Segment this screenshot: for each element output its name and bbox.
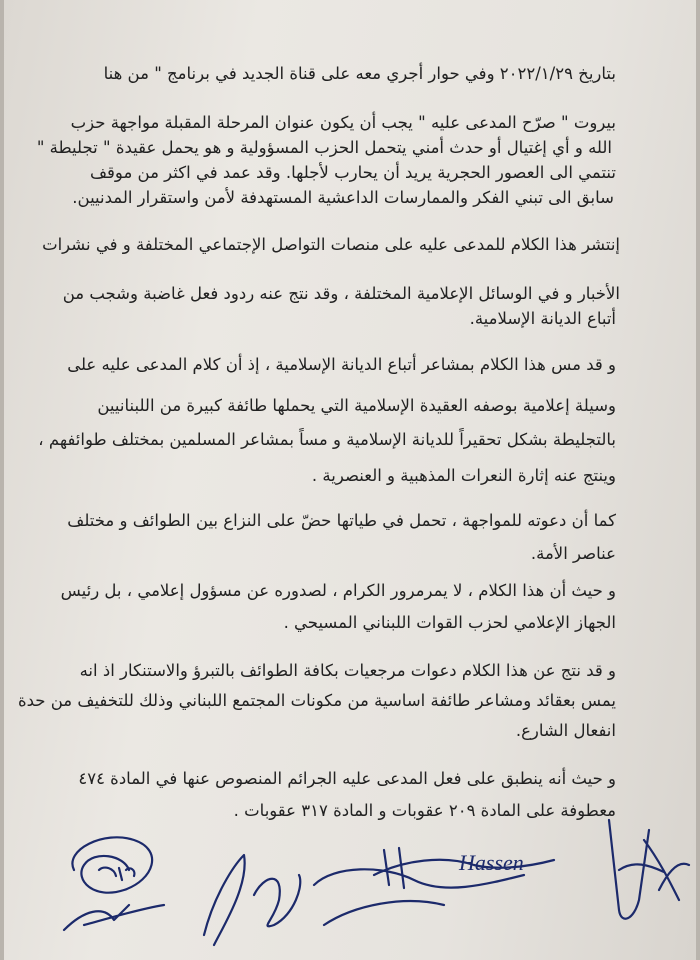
text-line: بيروت " صرّح المدعى عليه " يجب أن يكون عنوان المرحلة المقبلة مواجهة حزب [70,113,616,132]
text-line: انفعال الشارع. [515,721,616,740]
signature-text: Hassen [459,850,524,875]
signature-hassen [364,830,564,900]
text-line: و قد مس هذا الكلام بمشاعر أتباع الديانة الإسلامية ، إذ أن كلام المدعى عليه على [67,355,616,374]
signature-mark-left [44,810,194,950]
text-line: يمس بعقائد ومشاعر طائفة اساسية من مكونات المجتمع اللبناني وذلك للتخفيف من حدة [17,691,616,710]
text-line: عناصر الأمة. [530,544,616,563]
text-line: كما أن دعوته للمواجهة ، تحمل في طياتها حضّ على النزاع بين الطوائف و مختلف [67,511,616,530]
text-line: و حيث أن هذا الكلام ، لا يمرمرور الكرام ، لصدوره عن مسؤول إعلامي ، بل رئيس [60,581,616,600]
text-line: تنتمي الى العصور الحجرية يريد أن يحارب لأجلها. وقد عمد في اكثر من موقف [89,163,616,182]
text-line: أتباع الديانة الإسلامية. [469,309,616,328]
text-line: الجهاز الإعلامي لحزب القوات اللبناني المسيحي . [283,613,616,632]
signature-mark-middle [184,835,544,955]
text-line: و حيث أنه ينطبق على فعل المدعى عليه الجرائم المنصوص عنها في المادة ٤٧٤ [78,769,616,788]
document-page [4,0,696,960]
text-line: إنتشر هذا الكلام للمدعى عليه على منصات التواصل الإجتماعي المختلفة و في نشرات [42,235,620,254]
text-line: معطوفة على المادة ٢٠٩ عقوبات و المادة ٣١٧ عقوبات . [233,801,616,820]
text-line: بتاريخ ٢٠٢٢/١/٢٩ وفي حوار أجري معه على قناة الجديد في برنامج " من هنا [103,64,616,83]
text-line: الله و أي إغتيال أو حدث أمني يتحمل الحزب المسؤولية و هو يحمل عقيدة " تجليطة " [36,138,612,157]
text-line: و قد نتج عن هذا الكلام دعوات مرجعيات بكافة الطوائف بالتبرؤ والاستنكار اذ انه [79,661,616,680]
text-line: سابق الى تبني الفكر والممارسات الداعشية المستهدفة لأمن واستقرار المدنيين. [72,188,614,207]
text-line: وسيلة إعلامية بوصفه العقيدة الإسلامية التي يحملها طائفة كبيرة من اللبنانيين [97,396,616,415]
text-line: بالتجليطة بشكل تحقيراً للديانة الإسلامية و مساً بمشاعر المسلمين بمختلف طوائفهم ، [38,430,616,449]
text-line: وينتج عنه إثارة النعرات المذهبية و العنصرية . [311,466,616,485]
text-line: الأخبار و في الوسائل الإعلامية المختلفة ، وقد نتج عنه ردود فعل غاضبة وشجب من [62,284,620,303]
